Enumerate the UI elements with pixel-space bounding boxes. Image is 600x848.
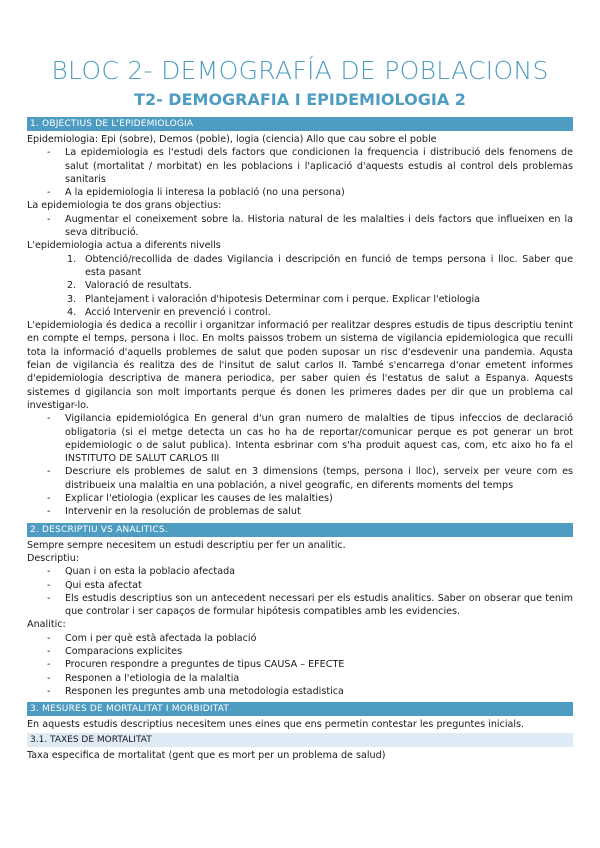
list-item: [27, 253, 573, 280]
list-item: [27, 293, 573, 306]
paragraph: Analitic:: [27, 619, 66, 631]
list-item: - Els estudis descriptius son un antecedent necessari per els estudis analitics. Saber on obserar que tenim que controlar i ser capaços de formular hipótesis compatibles amb les evidencies.: [27, 592, 573, 619]
list-text: Acció Intervenir en prevenció i control.: [85, 306, 271, 318]
list-item: - La epidemiologia es l'estudi dels factors que condicionen la frequencia i distribució dels fenomens de salut (mortalitat / morbitat) en les poblacions i l'aplicació d'aquests estudis al control dels problemas sanitaris: [27, 146, 573, 186]
list-item: - Com i per què està afectada la població: [27, 632, 573, 645]
bullet-list: [27, 146, 573, 199]
list-item: - Comparacions explicites: [27, 645, 573, 658]
list-item: - Quan i on esta la poblacio afectada: [27, 565, 573, 578]
paragraph: La epidemiologia te dos grans objectius:: [27, 200, 222, 212]
bullet-list: [27, 213, 573, 240]
list-item: - Descriure els problemes de salut en 3 dimensions (temps, persona i lloc), serveix per veure com es distribueix una malaltia en una población, a nivel geografic, en diferents moments del temps: [27, 465, 573, 492]
document-subtitle: T2- DEMOGRAFIA I EPIDEMIOLOGIA 2: [134, 90, 466, 109]
list-item: - A la epidemiologia li interesa la població (no una persona): [27, 186, 573, 199]
list-item: [27, 306, 573, 319]
section-heading-mesures: 3. MESURES DE MORTALITAT I MORBIDITAT: [27, 702, 573, 716]
document-title: BLOC 2- DEMOGRAFÍA DE POBLACIONS: [51, 56, 549, 85]
paragraph: L'epidemiologia és dedica a recollir i organitzar informació per realitzar despres estudis de tipus descriptiu tenint en compte el temps, persona i lloc. En molts paissos trobem un sistema de vigilancia epidemiologica que reculli tota la informació d'aquells problemes de salut que poden suposar un risc d'esdevenir una pandemia. Aqusta feian de vigilancia és realitza des de l'insitut de salut carlos II. També s'encarrega d'onar emetent informes d'epidemiologia descriptiva de manera periodica, per saber quien és l'estatus de salut a Espanya. Aquests sistemes d gigilancia son molt importants perque és donen les primeres dades per dir que un problema cal investigar-lo.: [27, 320, 573, 411]
paragraph: Descriptiu:: [27, 552, 80, 564]
paragraph: En aquests estudis descriptius necesitem unes eines que ens permetin contestar les preguntes inicials.: [27, 719, 525, 731]
list-item: - Responen a l'etiologia de la malaltia: [27, 672, 573, 685]
section-heading-objectius: 1. OBJECTIUS DE L'EPIDEMIOLOGIA: [27, 117, 573, 131]
section-heading-descriptiu: 2. DESCRIPTIU VS ANALITICS.: [27, 523, 573, 537]
list-number: 3.: [67, 293, 77, 305]
list-item: - Explicar l'etiologia (explicar les causes de les malalties): [27, 492, 573, 505]
paragraph: Epidemiologia: Epi (sobre), Demos (poble), logia (ciencia) Allo que cau sobre el poble: [27, 134, 437, 145]
paragraph: L'epidemiologia actua a diferents nivells: [27, 240, 221, 252]
list-item: [27, 279, 573, 292]
bullet-list: [27, 412, 573, 518]
list-text: Plantejament i valoración d'hipotesis Determinar com i perque. Explicar l'etiologia: [85, 293, 481, 305]
list-number: 2.: [67, 280, 77, 292]
document-page: [27, 0, 573, 763]
subsection-heading-taxes: 3.1. TAXES DE MORTALITAT: [27, 733, 573, 747]
list-item: - Responen les preguntes amb una metodologia estadistica: [27, 685, 573, 698]
list-item: - Augmentar el coneixement sobre la. Historia natural de les malalties i dels factors que influeixen en la seva ditribució.: [27, 213, 573, 240]
list-number: 1.: [67, 253, 77, 265]
list-item: - Intervenir en la resolución de problemas de salut: [27, 505, 573, 518]
bullet-list: [27, 565, 573, 618]
paragraph: Taxa especifica de mortalitat (gent que es mort per un problema de salud): [27, 750, 386, 762]
list-text: Obtenció/recollida de dades Vigilancia i descripción en funció de temps persona i lloc. Saber que esta pasant: [85, 253, 573, 278]
list-item: - Qui esta afectat: [27, 579, 573, 592]
list-item: - Vigilancia epidemiológica En general d'un gran numero de malalties de tipus infeccios de declaració obligatoria (si el metge detecta un cas ho ha de reportar/comunicar perque es pot generar un brot epidemiologic o de salut publica). Intenta esbrinar com s'ha produit aquest cas, com, etc aixo ho fa el INSTITUTO DE SALUT CARLOS III: [27, 412, 573, 465]
numbered-list: [27, 253, 573, 319]
list-item: - Procuren respondre a preguntes de tipus CAUSA – EFECTE: [27, 658, 573, 671]
list-text: Valoració de resultats.: [85, 280, 192, 292]
bullet-list: [27, 632, 573, 698]
paragraph: Sempre sempre necesitem un estudi descriptiu per fer un analitic.: [27, 539, 346, 551]
list-number: 4.: [67, 306, 77, 318]
